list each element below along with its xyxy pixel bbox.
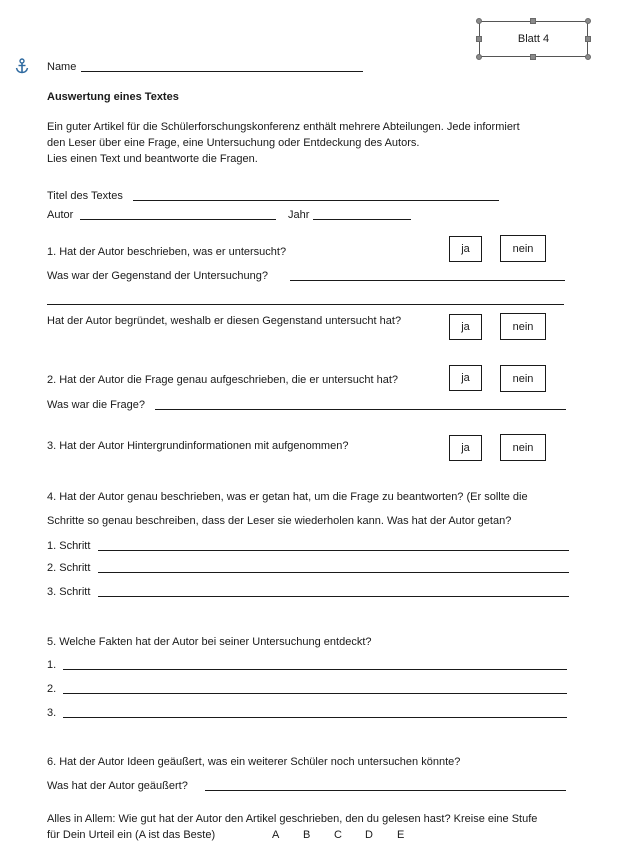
grade-b[interactable]: B (303, 829, 311, 841)
resize-handle-bottom-right[interactable] (585, 54, 591, 60)
grade-a[interactable]: A (272, 829, 280, 841)
title-label: Titel des Textes (47, 190, 123, 202)
question-1: 1. Hat der Autor beschrieben, was er untersucht? (47, 246, 287, 258)
resize-handle-top[interactable] (530, 18, 536, 24)
q3-yes-box[interactable]: ja (449, 435, 482, 461)
grade-d[interactable]: D (365, 829, 373, 841)
q2-yes-box[interactable]: ja (449, 365, 482, 391)
question-6-sub: Was hat der Autor geäußert? (47, 780, 188, 792)
step-field-3[interactable] (98, 596, 569, 597)
fact-field-2[interactable] (63, 693, 567, 694)
question-2-sub: Was war die Frage? (47, 399, 146, 411)
q2-no-box[interactable]: nein (500, 365, 546, 392)
grade-e[interactable]: E (397, 829, 405, 841)
sheet-label: Blatt 4 (517, 33, 550, 45)
q2-answer-field[interactable] (155, 409, 566, 410)
grade-c[interactable]: C (334, 829, 342, 841)
intro-line-3: Lies einen Text und beantworte die Fragen. (47, 153, 258, 165)
intro-line-2: den Leser über eine Frage, eine Untersuchung oder Entdeckung des Autors. (47, 137, 420, 149)
page-heading: Auswertung eines Textes (47, 91, 179, 103)
q1b-yes-box[interactable]: ja (449, 314, 482, 340)
author-field[interactable] (80, 219, 276, 220)
step-label-3: 3. Schritt (47, 586, 91, 598)
q1-answer-field-2[interactable] (47, 304, 564, 305)
author-label: Autor (47, 209, 74, 221)
name-field[interactable] (81, 71, 363, 72)
q1-no-box[interactable]: nein (500, 235, 546, 262)
question-3: 3. Hat der Autor Hintergrundinformationen mit aufgenommen? (47, 440, 349, 452)
fact-field-3[interactable] (63, 717, 567, 718)
question-4-line-2: Schritte so genau beschreiben, dass der Leser sie wiederholen kann. Was hat der Autor getan? (47, 515, 512, 527)
q1-yes-box[interactable]: ja (449, 236, 482, 262)
intro-line-1: Ein guter Artikel für die Schülerforschungskonferenz enthält mehrere Abteilungen. Jede informiert (47, 121, 520, 133)
year-field[interactable] (313, 219, 411, 220)
step-field-1[interactable] (98, 550, 569, 551)
question-2: 2. Hat der Autor die Frage genau aufgeschrieben, die er untersucht hat? (47, 374, 399, 386)
question-1b: Hat der Autor begründet, weshalb er diesen Gegenstand untersucht hat? (47, 315, 402, 327)
title-field[interactable] (133, 200, 499, 201)
fact-label-3: 3. (47, 707, 57, 719)
resize-handle-top-left[interactable] (476, 18, 482, 24)
q1-answer-field-1[interactable] (290, 280, 565, 281)
question-1-sub: Was war der Gegenstand der Untersuchung? (47, 270, 268, 282)
resize-handle-top-right[interactable] (585, 18, 591, 24)
year-label: Jahr (288, 209, 310, 221)
summary-line-1: Alles in Allem: Wie gut hat der Autor den Artikel geschrieben, den du gelesen hast? Kreise eine Stufe (47, 813, 538, 825)
resize-handle-bottom[interactable] (530, 54, 536, 60)
q6-answer-field[interactable] (205, 790, 566, 791)
sheet-label-box[interactable] (479, 21, 588, 57)
question-5: 5. Welche Fakten hat der Autor bei seiner Untersuchung entdeckt? (47, 636, 372, 648)
question-6: 6. Hat der Autor Ideen geäußert, was ein weiterer Schüler noch untersuchen könnte? (47, 756, 461, 768)
question-4-line-1: 4. Hat der Autor genau beschrieben, was er getan hat, um die Frage zu beantworten? (Er sollte die (47, 491, 528, 503)
resize-handle-bottom-left[interactable] (476, 54, 482, 60)
step-field-2[interactable] (98, 572, 569, 573)
name-label: Name (47, 61, 77, 73)
fact-label-1: 1. (47, 659, 57, 671)
q3-no-box[interactable]: nein (500, 434, 546, 461)
step-label-2: 2. Schritt (47, 562, 91, 574)
q1b-no-box[interactable]: nein (500, 313, 546, 340)
anchor-icon[interactable] (15, 58, 29, 74)
summary-line-2: für Dein Urteil ein (A ist das Beste) (47, 829, 216, 841)
fact-label-2: 2. (47, 683, 57, 695)
resize-handle-left[interactable] (476, 36, 482, 42)
step-label-1: 1. Schritt (47, 540, 91, 552)
resize-handle-right[interactable] (585, 36, 591, 42)
fact-field-1[interactable] (63, 669, 567, 670)
